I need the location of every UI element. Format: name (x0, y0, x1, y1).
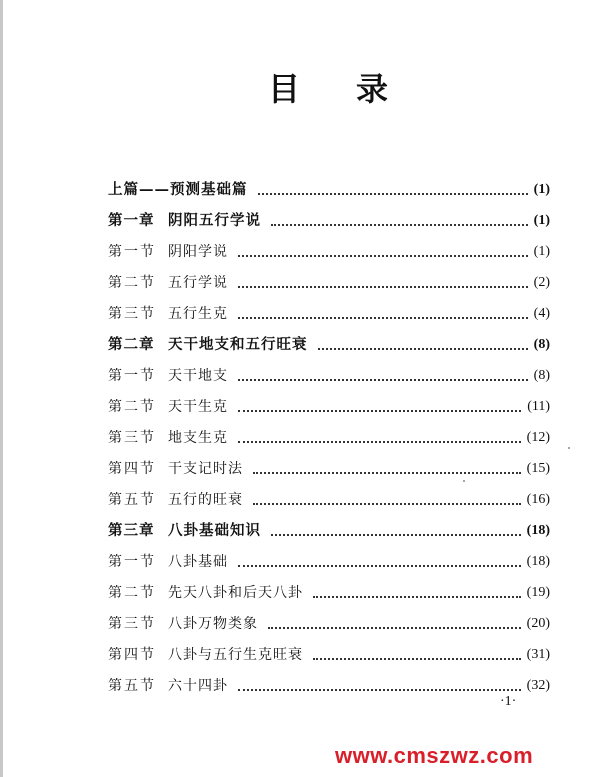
table-of-contents (108, 168, 550, 695)
toc-page: (16) (526, 492, 550, 507)
toc-section[interactable] (108, 416, 550, 447)
toc-leader-dots (313, 658, 521, 660)
toc-num: 第四节 (108, 461, 156, 477)
toc-chapter[interactable] (108, 509, 550, 540)
toc-num: 第三节 (108, 616, 156, 632)
toc-name: 先天八卦和后天八卦 (168, 585, 303, 601)
toc-part[interactable] (108, 168, 550, 199)
toc-leader-dots (271, 534, 521, 536)
toc-page: (19) (526, 585, 550, 600)
toc-section[interactable] (108, 664, 550, 695)
toc-name: 阴阳学说 (168, 244, 228, 260)
toc-leader-dots (238, 410, 521, 412)
toc-num: 第二节 (108, 275, 156, 291)
toc-name: 五行学说 (168, 275, 228, 291)
watermark: www.cmszwz.com (335, 743, 534, 768)
toc-section[interactable] (108, 447, 550, 478)
toc-page: (4) (533, 306, 550, 321)
page-title (0, 64, 590, 114)
toc-leader-dots (318, 348, 528, 350)
toc-section[interactable] (108, 292, 550, 323)
toc-leader-dots (238, 441, 521, 443)
toc-num: 第一节 (108, 368, 156, 384)
toc-name: 八卦基础知识 (168, 522, 261, 539)
toc-num: 第二章 (108, 336, 155, 353)
toc-name: 五行的旺衰 (168, 492, 243, 508)
toc-chapter[interactable] (108, 323, 550, 354)
scan-speck (463, 480, 465, 482)
toc-leader-dots (238, 379, 528, 381)
toc-leader-dots (238, 255, 528, 257)
toc-leader-dots (253, 472, 521, 474)
toc-leader-dots (238, 317, 528, 319)
toc-leader-dots (268, 627, 521, 629)
toc-name: 干支记时法 (168, 461, 243, 477)
toc-name: 天干地支 (168, 368, 228, 384)
toc-page: (12) (526, 430, 550, 445)
toc-leader-dots (238, 286, 528, 288)
toc-name: 阴阳五行学说 (168, 212, 261, 229)
toc-num: 第一节 (108, 244, 156, 260)
toc-num: 第二节 (108, 399, 156, 415)
toc-leader-dots (258, 193, 528, 195)
toc-leader-dots (313, 596, 521, 598)
toc-section[interactable] (108, 230, 550, 261)
toc-num: 第一节 (108, 554, 156, 570)
toc-num: 第二节 (108, 585, 156, 601)
title-char-2: 录 (356, 70, 389, 108)
toc-num: 第五节 (108, 678, 156, 694)
page-left-edge (0, 0, 3, 777)
toc-page: (8) (533, 368, 550, 383)
toc-section[interactable] (108, 478, 550, 509)
toc-num: 第一章 (108, 212, 155, 229)
toc-page: (18) (526, 554, 550, 569)
toc-page: (31) (526, 647, 550, 662)
toc-num: 第四节 (108, 647, 156, 663)
toc-leader-dots (271, 224, 528, 226)
toc-page: (32) (526, 678, 550, 693)
toc-num: 第三章 (108, 522, 155, 539)
toc-section[interactable] (108, 354, 550, 385)
toc-leader-dots (238, 689, 521, 691)
toc-page: (1) (533, 213, 550, 228)
toc-page: (1) (533, 244, 550, 259)
toc-page: (1) (533, 182, 550, 197)
toc-page: (11) (527, 399, 550, 414)
toc-num: 第三节 (108, 306, 156, 322)
toc-section[interactable] (108, 633, 550, 664)
toc-name: 地支生克 (168, 430, 228, 446)
toc-name: 天干地支和五行旺衰 (168, 336, 308, 353)
toc-page: (2) (533, 275, 550, 290)
toc-name: 八卦万物类象 (168, 616, 258, 632)
toc-page: (20) (526, 616, 550, 631)
toc-name: 天干生克 (168, 399, 228, 415)
title-char-1: 目 (268, 70, 301, 108)
toc-name: 五行生克 (168, 306, 228, 322)
toc-section[interactable] (108, 571, 550, 602)
toc-page: (18) (526, 523, 550, 538)
toc-num: 第三节 (108, 430, 156, 446)
toc-page: (8) (533, 337, 550, 352)
page-number: ·1· (500, 694, 517, 709)
toc-name: 八卦与五行生克旺衰 (168, 647, 303, 663)
toc-name: 六十四卦 (168, 678, 228, 694)
toc-part-name: ——预测基础篇 (139, 181, 248, 198)
toc-part-num: 上篇 (108, 181, 139, 198)
toc-num: 第五节 (108, 492, 156, 508)
toc-leader-dots (253, 503, 521, 505)
toc-chapter[interactable] (108, 199, 550, 230)
toc-name: 八卦基础 (168, 554, 228, 570)
scan-speck (568, 447, 570, 449)
toc-section[interactable] (108, 602, 550, 633)
toc-section[interactable] (108, 261, 550, 292)
toc-page: (15) (526, 461, 550, 476)
toc-section[interactable] (108, 540, 550, 571)
toc-leader-dots (238, 565, 521, 567)
toc-section[interactable] (108, 385, 550, 416)
